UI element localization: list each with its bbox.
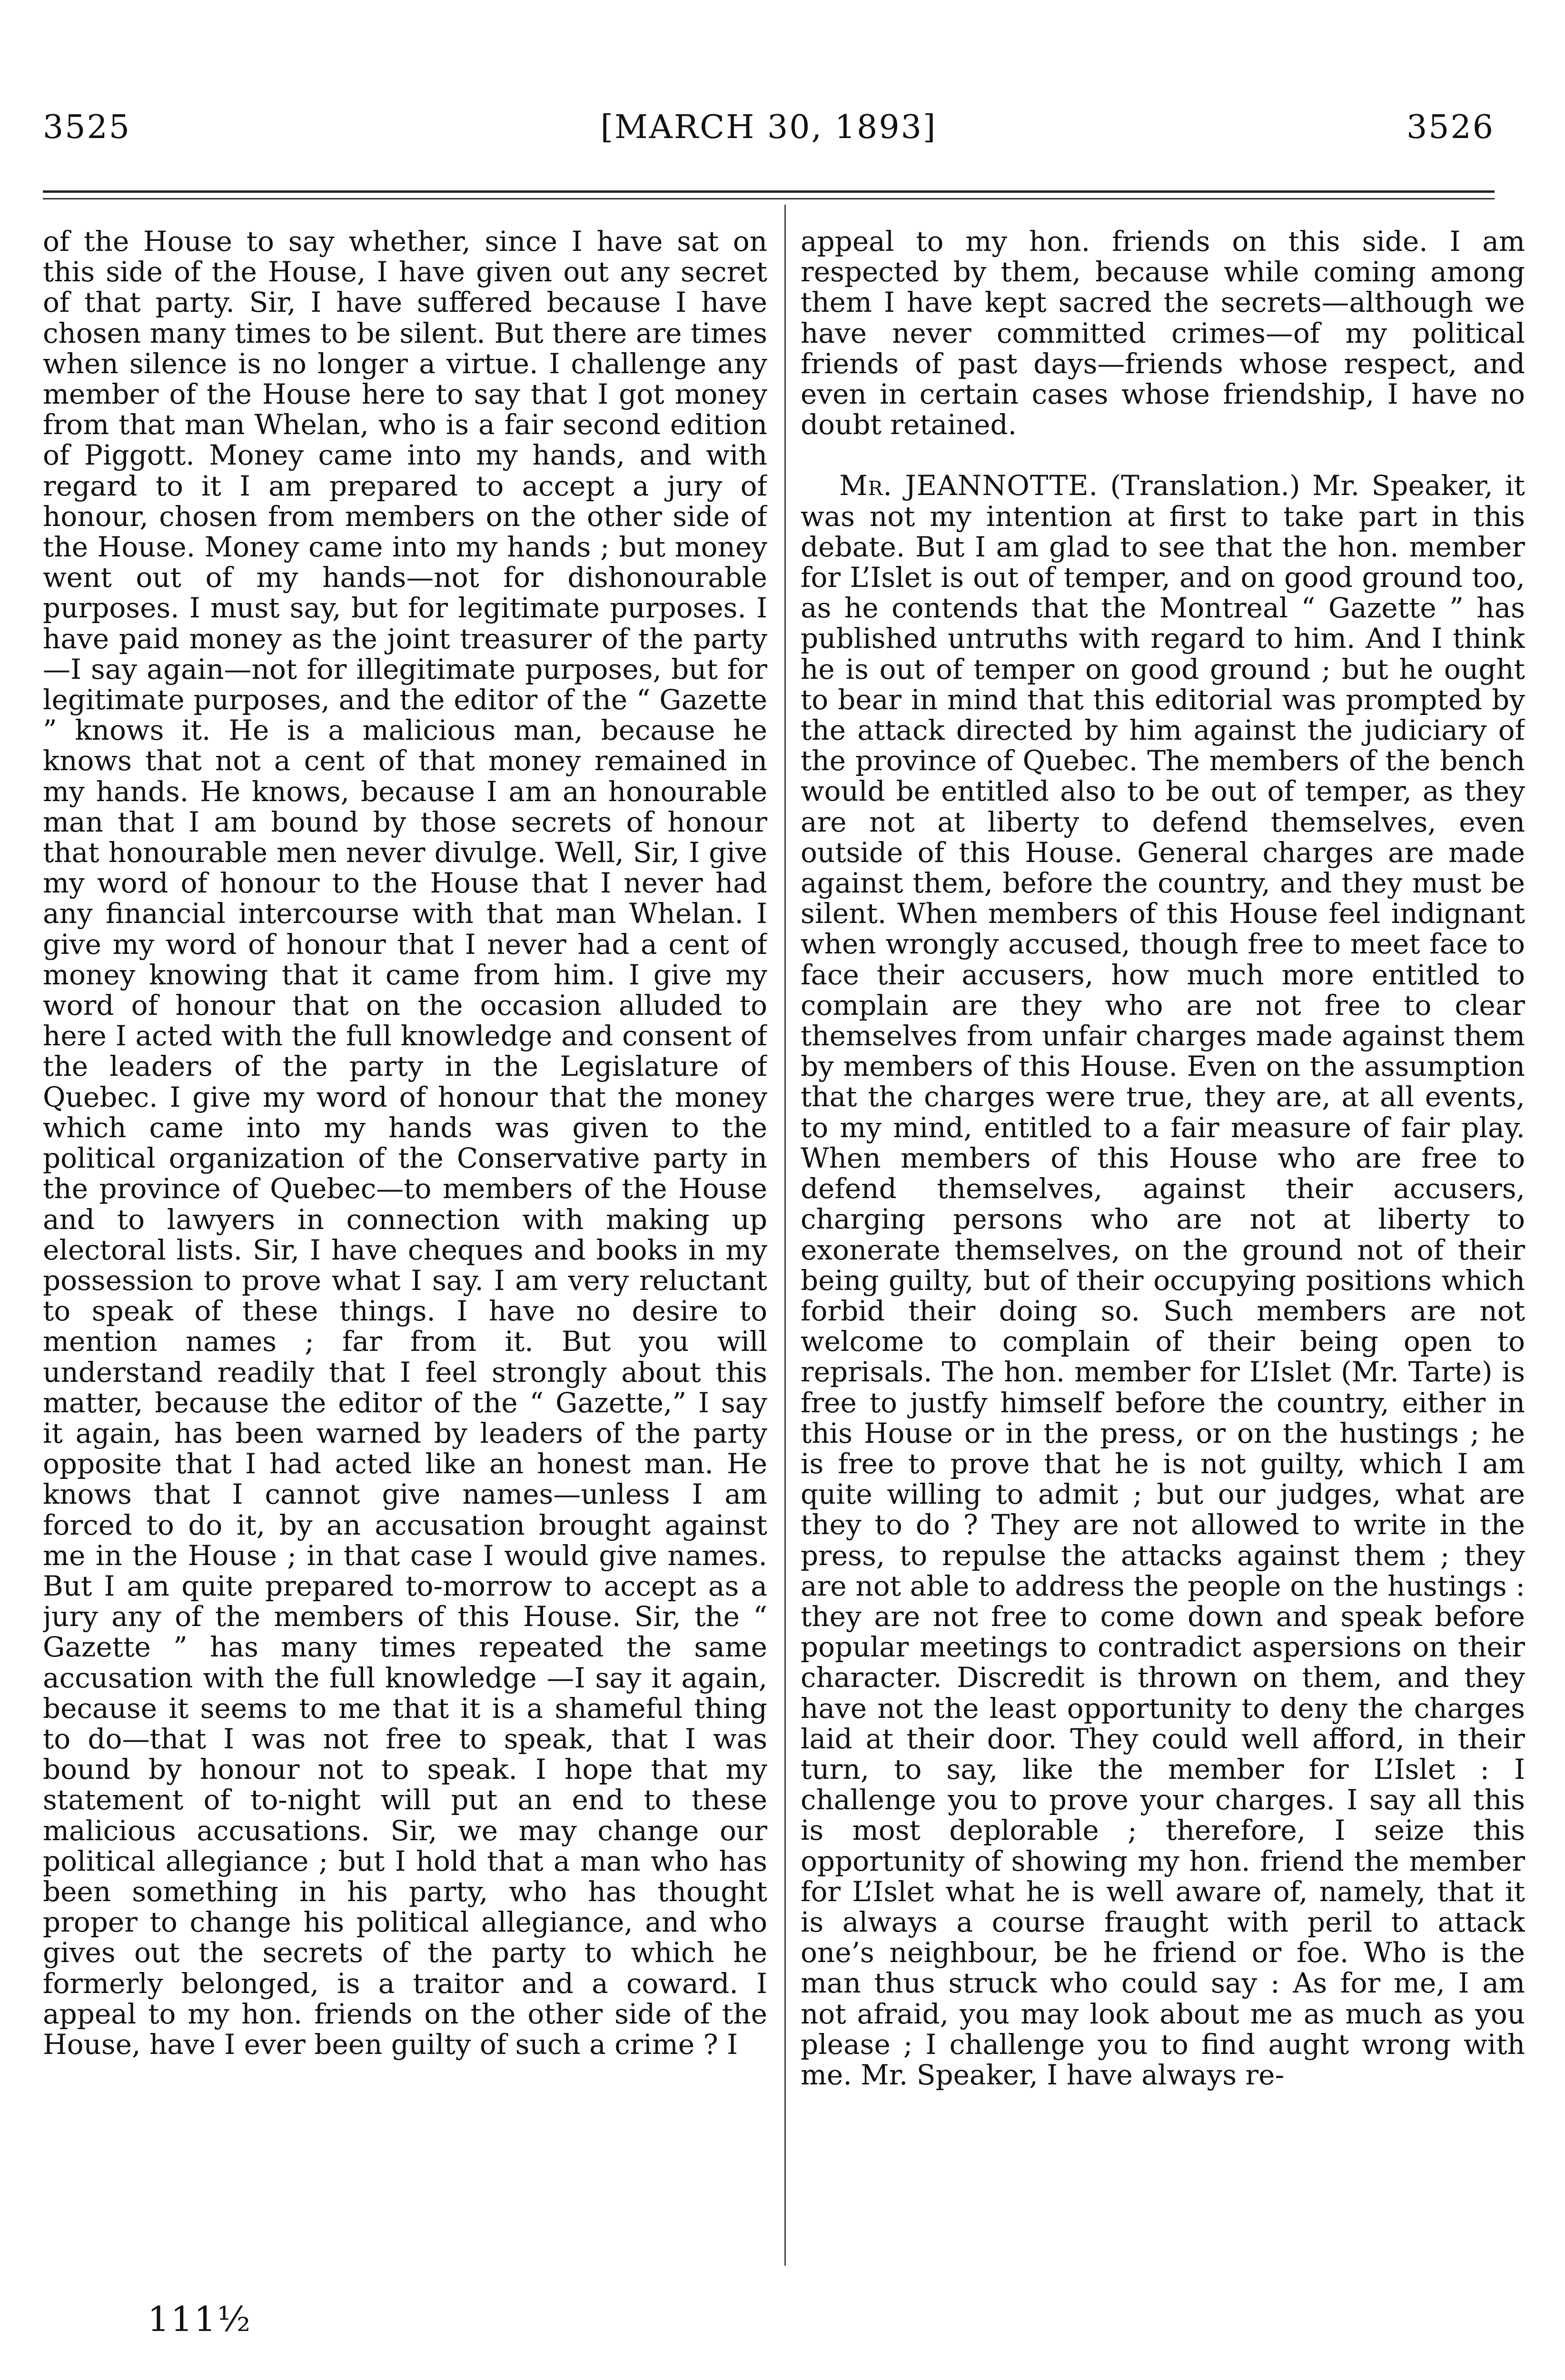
- header-date: [MARCH 30, 1893]: [600, 109, 937, 146]
- right-column-speech: [801, 470, 1525, 2090]
- right-column: [801, 226, 1525, 2278]
- speech-text: (Translation.) Mr. Speaker, it was not my intention at first to take part in this debate. But I am glad to see that the hon. member for L’Islet is out of temper, and on good ground too, as he contends that the Montreal “ Gazette ” has published untruths with regard to him. And I think he is out of temper on good ground ; but he ought to bear in mind that this editorial was prompted by the attack directed by him against the judiciary of the province of Quebec. The members of the bench would be entitled also to be out of temper, as they are not at liberty to defend themselves, even outside of this House. General charges are made against them, before the country, and they must be silent. When members of this House feel indignant when wrongly accused, though free to meet face to face their accusers, how much more entitled to complain are they who are not free to clear themselves from unfair charges made against them by members of this House. Even on the assumption that the charges were true, they are, at all events, to my mind, entitled to a fair measure of fair play. When members of this House who are free to defend themselves, against their accusers, charging persons who are not at liberty to exonerate themselves, on the ground not of their being guilty, but of their occupying positions which forbid their doing so. Such members are not welcome to complain of their being open to reprisals. The hon. member for L’Islet (Mr. Tarte) is free to justfy himself before the country, either in this House or in the press, or on the hustings ; he is free to prove that he is not guilty, which I am quite willing to admit ; but our judges, what are they to do ? They are not allowed to write in the press, to repulse the attacks against them ; they are not able to address the people on the hustings : they are not free to come down and speak before popular meetings to contradict aspersions on their character. Discredit is thrown on them, and they have not the least opportunity to deny the charges laid at their door. They could well afford, in their turn, to say, like the member for L’Islet : I challenge you to prove your charges. I say all this is most deplorable ; therefore, I seize this opportunity of showing my hon. friend the member for L’Islet what he is well aware of, namely, that it is always a course fraught with peril to attack one’s neighbour, be he friend or foe. Who is the man thus struck who could say : As for me, I am not afraid, you may look about me as much as you please ; I challenge you to find aught wrong with me. Mr. Speaker, I have always re-: [801, 469, 1525, 2091]
- page-number-right: 3526: [1406, 109, 1495, 146]
- column-divider: [784, 205, 786, 2266]
- speaker-name: Mr. JEANNOTTE.: [839, 469, 1099, 502]
- left-column: [43, 226, 767, 2278]
- right-column-paragraph-continuation: appeal to my hon. friends on this side. I am respected by them, because while coming among them I have kept sacred the secrets—although we have never committed crimes—of my political friends of past days—friends whose respect, and even in certain cases whose friendship, I have no doubt retained.: [801, 226, 1525, 441]
- signature-mark: 111½: [148, 2299, 252, 2339]
- page-header: [43, 109, 1495, 170]
- header-rule-thin: [43, 198, 1495, 199]
- left-column-paragraph: of the House to say whether, since I have sat on this side of the House, I have given out any secret of that party. Sir, I have suffered because I have chosen many times to be silent. But there are times when silence is no longer a virtue. I challenge any member of the House here to say that I got money from that man Whelan, who is a fair second edition of Piggott. Money came into my hands, and with regard to it I am prepared to accept a jury of honour, chosen from members on the other side of the House. Money came into my hands ; but money went out of my hands—not for dishonourable purposes. I must say, but for legitimate purposes. I have paid money as the joint treasurer of the party—I say again—not for illegitimate purposes, but for legitimate purposes, and the editor of the “ Gazette ” knows it. He is a malicious man, because he knows that not a cent of that money remained in my hands. He knows, because I am an honourable man that I am bound by those secrets of honour that honourable men never divulge. Well, Sir, I give my word of honour to the House that I never had any financial intercourse with that man Whelan. I give my word of honour that I never had a cent of money knowing that it came from him. I give my word of honour that on the occasion alluded to here I acted with the full knowledge and consent of the leaders of the party in the Legislature of Quebec. I give my word of honour that the money which came into my hands was given to the political organization of the Conservative party in the province of Quebec—to members of the House and to lawyers in connection with making up electoral lists. Sir, I have cheques and books in my possession to prove what I say. I am very reluctant to speak of these things. I have no desire to mention names ; far from it. But you will understand readily that I feel strongly about this matter, because the editor of the “ Gazette,” I say it again, has been warned by leaders of the party opposite that I had acted like an honest man. He knows that I cannot give names—unless I am forced to do it, by an accusation brought against me in the House ; in that case I would give names. But I am quite prepared to-morrow to accept as a jury any of the members of this House. Sir, the “ Gazette ” has many times repeated the same accusation with the full knowledge —I say it again, because it seems to me that it is a shameful thing to do—that I was not free to speak, that I was bound by honour not to speak. I hope that my statement of to-night will put an end to these malicious accusations. Sir, we may change our political allegiance ; but I hold that a man who has been something in his party, who has thought proper to change his political allegiance, and who gives out the secrets of the party to which he formerly belonged, is a traitor and a coward. I appeal to my hon. friends on the other side of the House, have I ever been guilty of such a crime ? I: [43, 226, 767, 2061]
- page-number-left: 3525: [43, 109, 131, 146]
- header-rule-thick: [43, 190, 1495, 193]
